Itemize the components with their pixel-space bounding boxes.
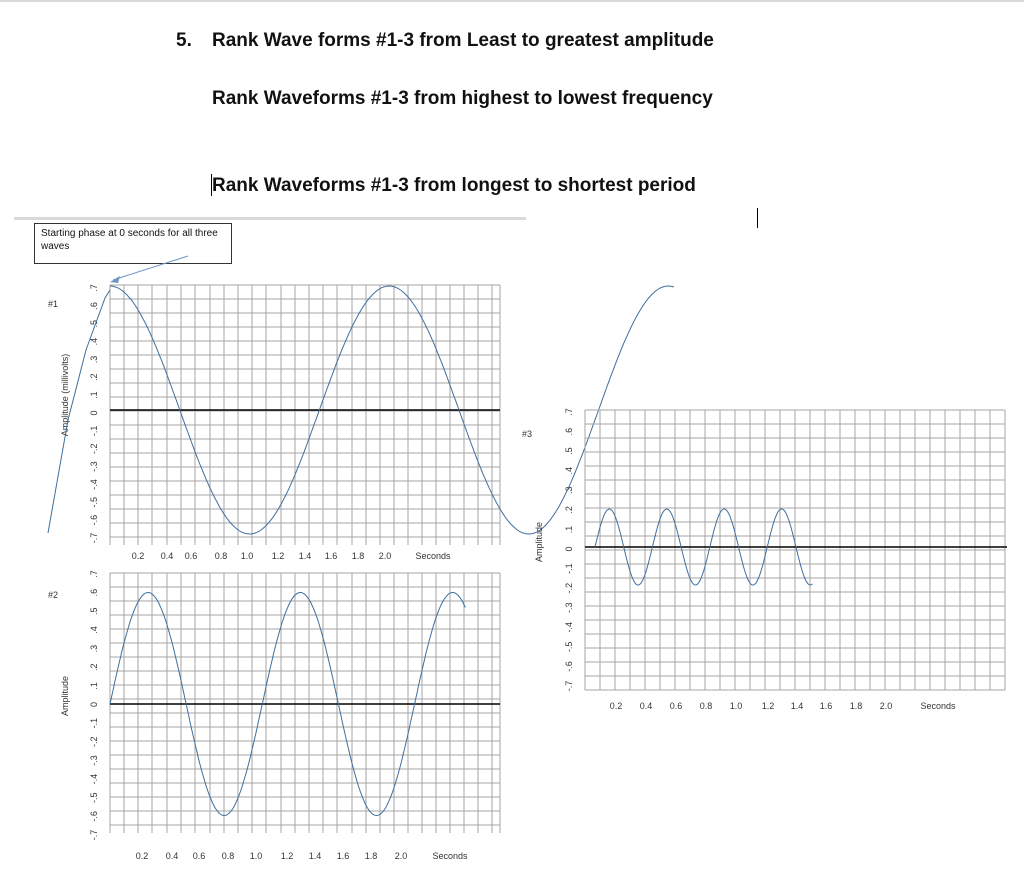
x-tick-label: 1.2	[761, 701, 775, 711]
x-tick-label: 1.0	[729, 701, 743, 711]
x-tick-label: 0.2	[609, 701, 623, 711]
y-tick-label: -.7	[89, 532, 99, 544]
chart-2	[48, 570, 500, 861]
x-tick-label: 0.4	[639, 701, 653, 711]
x-tick-label: 1.4	[308, 851, 322, 861]
x-tick-label: 0.8	[699, 701, 713, 711]
y-tick-label: .1	[89, 682, 99, 690]
y-tick-label: -.4	[564, 622, 574, 633]
chart-label: #1	[48, 299, 59, 309]
y-tick-label: -.3	[564, 602, 574, 613]
x-tick-label: 1.8	[849, 701, 863, 711]
x-tick-label: 1.6	[336, 851, 350, 861]
x-tick-label: 0.6	[669, 701, 683, 711]
y-axis-title: Amplitude	[534, 521, 544, 563]
x-tick-label: 1.6	[324, 551, 338, 561]
callout-box: Starting phase at 0 seconds for all three waves	[34, 223, 232, 264]
question-line-period[interactable]: Rank Waveforms #1-3 from longest to shortest period	[212, 175, 696, 196]
x-axis-title: Seconds	[415, 551, 451, 561]
question-line-frequency: Rank Waveforms #1-3 from highest to lowest frequency	[212, 88, 713, 109]
x-tick-label: 0.8	[214, 551, 228, 561]
y-tick-label: .5	[89, 607, 99, 616]
y-tick-label: .6	[564, 427, 574, 436]
y-tick-label: -.6	[89, 514, 99, 526]
y-tick-label: -.4	[89, 479, 99, 490]
x-tick-label: 0.4	[160, 551, 174, 561]
y-tick-label: -.2	[89, 443, 99, 454]
chart-1	[48, 284, 674, 561]
x-axis-title: Seconds	[432, 851, 468, 861]
question-line-amplitude: Rank Wave forms #1-3 from Least to greatest amplitude	[212, 30, 714, 51]
y-tick-label: -.1	[89, 717, 99, 729]
y-tick-label: -.3	[89, 755, 99, 766]
annotation-stroke	[48, 290, 110, 533]
callout-arrowhead	[110, 276, 120, 283]
x-tick-label: 2.0	[879, 701, 893, 711]
x-tick-label: 1.6	[819, 701, 833, 711]
x-tick-label: 1.0	[240, 551, 254, 561]
y-tick-label: -.1	[564, 563, 574, 574]
y-tick-label: .2	[89, 373, 99, 382]
y-tick-label: -.6	[89, 811, 99, 822]
y-tick-label: 0	[564, 546, 574, 552]
y-tick-label: .3	[564, 486, 574, 495]
y-tick-label: .3	[89, 355, 99, 364]
y-tick-label: -.2	[564, 582, 574, 594]
y-tick-label: -.6	[564, 661, 574, 672]
x-tick-label: 1.0	[249, 851, 263, 861]
x-axis-title: Seconds	[920, 701, 956, 711]
y-tick-label: -.7	[89, 829, 99, 841]
y-tick-label: .7	[89, 284, 99, 292]
x-tick-label: 1.8	[351, 551, 365, 561]
y-tick-label: .1	[89, 391, 99, 399]
question-number: 5.	[176, 30, 192, 51]
y-tick-label: .4	[89, 337, 99, 346]
x-tick-label: 2.0	[394, 851, 408, 861]
x-tick-label: 0.6	[192, 851, 206, 861]
y-tick-label: .4	[564, 466, 574, 475]
x-tick-label: 0.2	[131, 551, 145, 561]
y-tick-label: -.4	[89, 773, 99, 785]
y-tick-label: .7	[89, 570, 99, 578]
y-tick-label: -.5	[564, 641, 574, 653]
y-tick-label: 0	[89, 701, 99, 708]
y-tick-label: -.3	[89, 461, 99, 472]
callout-arrow-line	[113, 256, 188, 280]
x-tick-label: 0.8	[221, 851, 235, 861]
y-tick-label: .7	[564, 408, 574, 416]
x-tick-label: 0.2	[135, 851, 149, 861]
y-tick-label: .6	[89, 302, 99, 310]
y-tick-label: .2	[564, 506, 574, 514]
y-tick-label: .1	[564, 525, 574, 534]
x-tick-label: 1.4	[790, 701, 804, 711]
y-tick-label: 0	[89, 410, 99, 416]
x-tick-label: 1.4	[298, 551, 312, 561]
y-tick-label: -.1	[89, 425, 99, 437]
y-tick-label: .5	[564, 447, 574, 455]
chart-label: #3	[522, 429, 533, 439]
y-tick-label: -.2	[89, 736, 99, 748]
x-tick-label: 0.4	[165, 851, 179, 861]
chart-3	[522, 408, 1007, 711]
y-axis-title: Amplitude	[60, 675, 70, 717]
x-tick-label: 2.0	[378, 551, 392, 561]
x-tick-label: 0.6	[184, 551, 198, 561]
y-tick-label: .3	[89, 644, 99, 653]
y-tick-label: .4	[89, 626, 99, 634]
y-tick-label: .2	[89, 663, 99, 671]
chart-label: #2	[48, 590, 59, 600]
y-axis-title: Amplitude (millivolts)	[60, 353, 70, 437]
y-tick-label: -.5	[89, 497, 99, 508]
y-tick-label: .5	[89, 319, 99, 328]
x-tick-label: 1.2	[271, 551, 285, 561]
x-tick-label: 1.2	[280, 851, 294, 861]
y-tick-label: -.5	[89, 792, 99, 803]
y-tick-label: .6	[89, 588, 99, 597]
x-tick-label: 1.8	[364, 851, 378, 861]
y-tick-label: -.7	[564, 680, 574, 692]
